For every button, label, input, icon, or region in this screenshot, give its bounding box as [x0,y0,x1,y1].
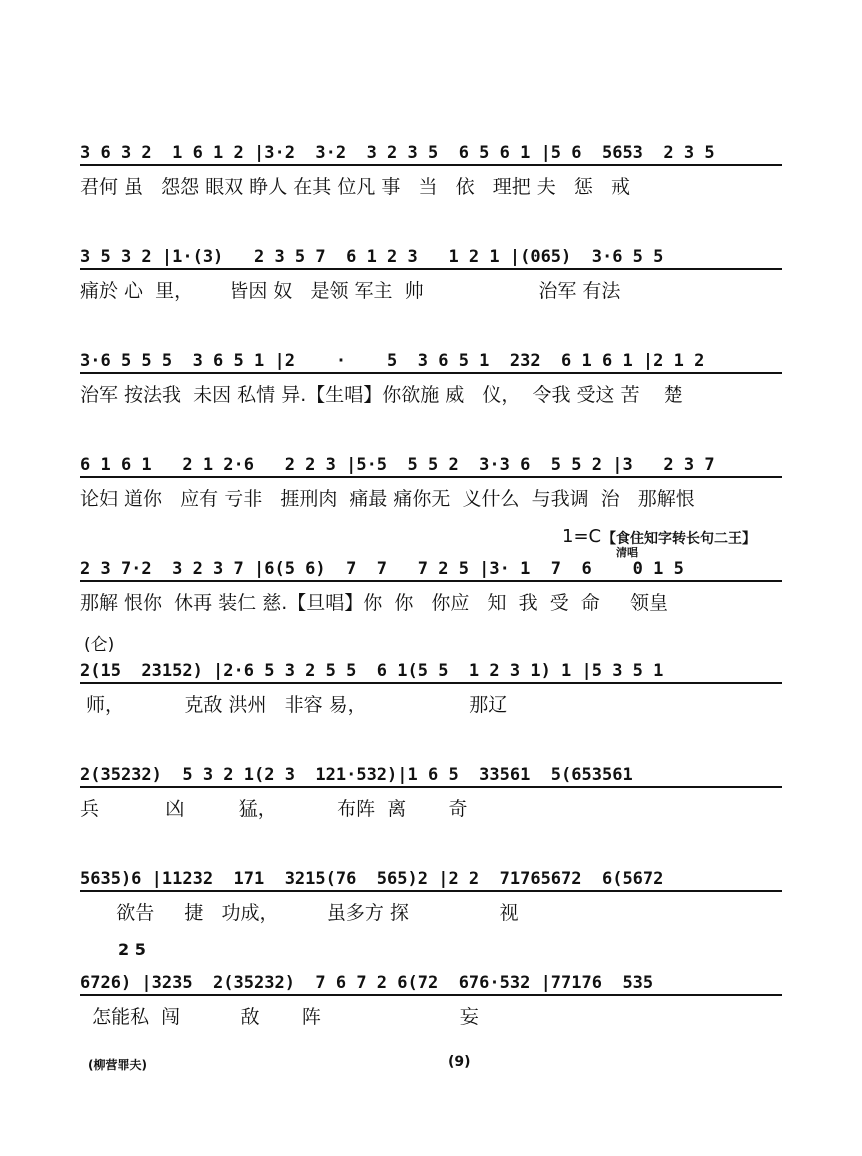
tune-name-label: 【食住知字转长句二王】 [602,531,756,547]
lyrics-line: 君何 虽 怨怨 眼双 睁人 在其 位凡 事 当 依 理把 夫 惩 戒 [80,176,630,198]
lyrics-line: 师， 克敌 洪州 非容 易， 那辽 [80,694,508,716]
notation-line: 5635)6 |11232 171 3215(76 565)2 |2 2 71765672 6(5672 [80,869,664,889]
score-system-5 [80,556,782,620]
notation-line: 3 6 3 2 1 6 1 2 |3·2 3·2 3 2 3 5 6 5 6 1 |5 6 5653 2 3 5 [80,143,715,163]
qing-chang-label: 清唱 [616,546,638,559]
gong-mark: (仑) [84,635,115,655]
notation-line: 2 3 7·2 3 2 3 7 |6(5 6) 7 7 7 2 5 |3· 1 7 6 0 1 5 [80,559,684,579]
score-system-2 [80,244,782,308]
notation-line: 2(15 23152) |2·6 5 3 2 5 5 6 1(5 5 1 2 3 1) 1 |5 3 5 1 [80,661,664,681]
beam-line [80,372,782,374]
lyrics-line: 治军 按法我 未因 私情 异.【生唱】你欲施 威 仪， 令我 受这 苦 楚 [80,384,683,406]
lyrics-line: 兵 凶 猛， 布阵 离 奇 [80,798,468,820]
beam-line [80,268,782,270]
score-system-7 [80,762,782,826]
lyrics-line: 那解 恨你 休再 装仁 慈.【旦唱】你 你 你应 知 我 受 命 领皇 [80,592,668,614]
beam-line [80,580,782,582]
key-change-label: 1=C [562,526,602,547]
lyrics-line: 欲告 捷 功成， 虽多方 探 视 [80,902,519,924]
beam-line [80,682,782,684]
score-system-4 [80,452,782,516]
beam-line [80,994,782,996]
notation-line: 3·6 5 5 5 3 6 5 1 |2 · 5 3 6 5 1 232 6 1 6 1 |2 1 2 [80,351,705,371]
page-number: (9) [448,1054,471,1070]
beam-line [80,164,782,166]
score-system-9 [80,970,782,1034]
beam-line [80,786,782,788]
grace-notes: 2 5 [118,940,146,959]
score-system-3 [80,348,782,412]
notation-line: 6 1 6 1 2 1 2·6 2 2 3 |5·5 5 5 2 3·3 6 5 5 2 |3 2 3 7 [80,455,715,475]
beam-line [80,476,782,478]
score-system-1 [80,140,782,204]
notation-line: 2(35232) 5 3 2 1(2 3 121·532)|1 6 5 33561 5(653561 [80,765,633,785]
lyrics-line: 痛於 心 里， 皆因 奴 是领 军主 帅 治军 有法 [80,280,621,302]
lyrics-line: 论妇 道你 应有 亏非 捱刑肉 痛最 痛你无 义什么 与我调 治 那解恨 [80,488,695,510]
beam-line [80,890,782,892]
notation-line: 3 5 3 2 |1·(3) 2 3 5 7 6 1 2 3 1 2 1 |(065) 3·6 5 5 [80,247,664,267]
footer-title: (柳营罪夫) [88,1058,147,1072]
score-system-6 [80,658,782,722]
lyrics-line: 怎能私 闯 敌 阵 妄 [80,1006,479,1028]
score-system-8 [80,866,782,930]
notation-line: 6726) |3235 2(35232) 7 6 7 2 6(72 676·532 |77176 535 [80,973,654,993]
